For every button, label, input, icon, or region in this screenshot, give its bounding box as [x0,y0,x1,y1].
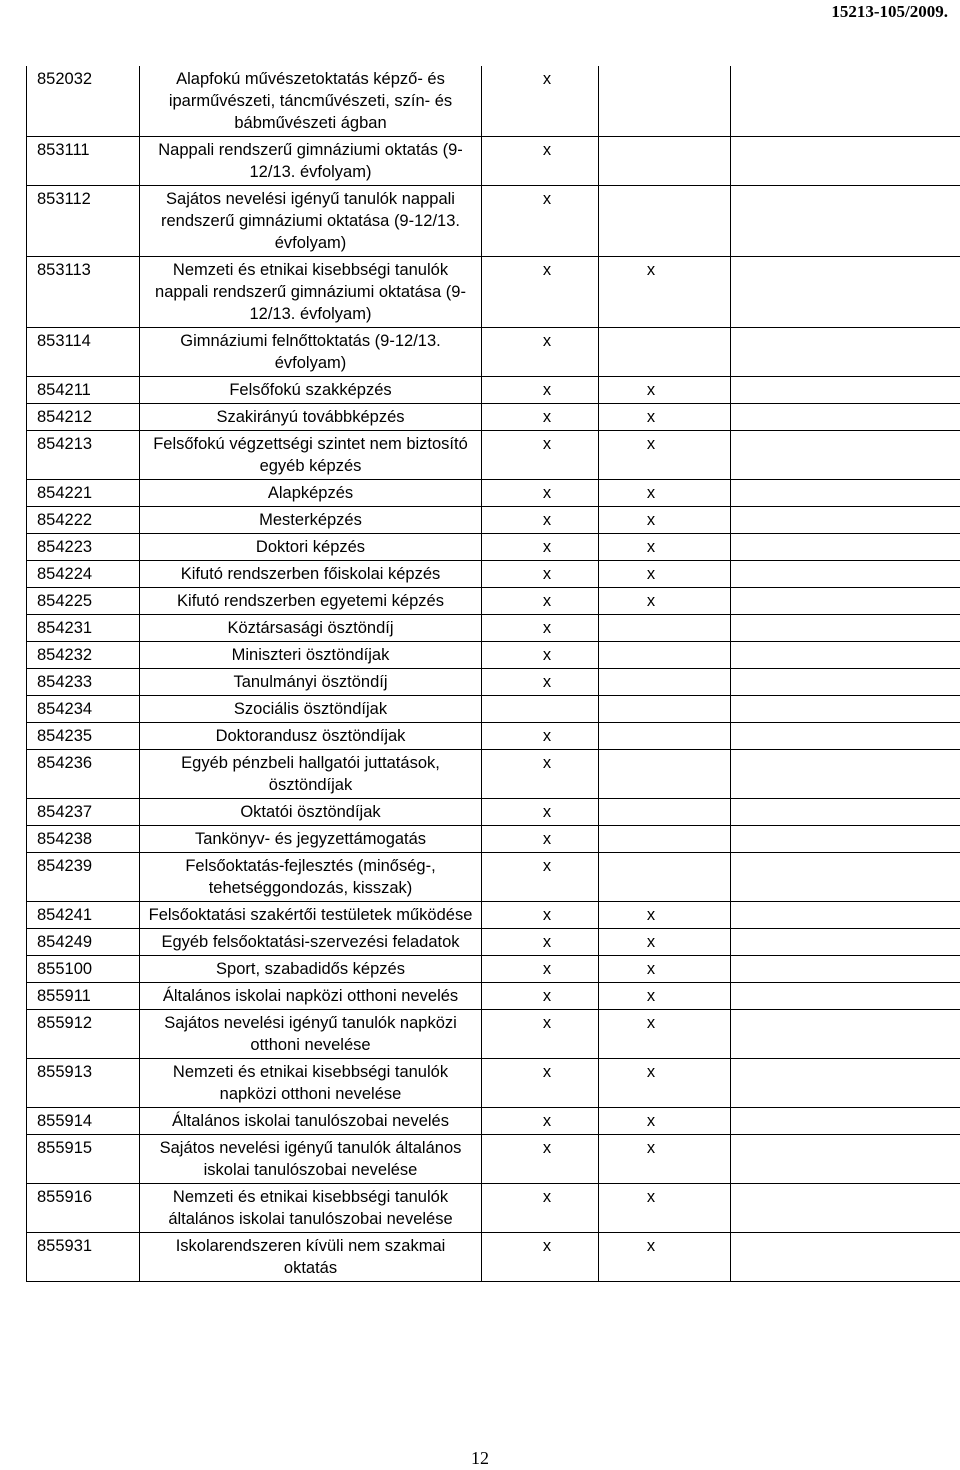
mark-column-1: x [542,1139,552,1157]
mark-column-2: x [646,408,656,426]
activity-code: 854241 [27,902,140,929]
mark-cell-2 [599,799,731,826]
mark-column-1: x [542,70,552,88]
mark-cell [482,377,599,404]
empty-cell [731,853,960,902]
empty-cell [731,826,960,853]
empty-cell [731,902,960,929]
mark-column-1: x [542,857,552,875]
table-row [27,377,960,404]
mark-cell [482,534,599,561]
mark-column-1: x [542,906,552,924]
activity-code: 855911 [27,983,140,1010]
mark-column-2: x [646,1188,656,1206]
activity-code: 854233 [27,669,140,696]
activity-description: Szociális ösztöndíjak [140,696,482,723]
table-row [27,696,960,723]
mark-column-1: x [542,484,552,502]
activity-code: 854211 [27,377,140,404]
mark-cell [482,404,599,431]
activity-code: 854238 [27,826,140,853]
activity-code: 853112 [27,186,140,257]
empty-cell [731,431,960,480]
table-row [27,642,960,669]
empty-cell [731,1108,960,1135]
empty-cell [731,507,960,534]
mark-cell [482,853,599,902]
mark-cell [482,956,599,983]
mark-cell-2 [599,1135,731,1184]
activity-description: Mesterképzés [140,507,482,534]
activity-code: 854212 [27,404,140,431]
activity-description: Tanulmányi ösztöndíj [140,669,482,696]
mark-column-2: x [646,960,656,978]
mark-column-1: x [542,619,552,637]
activity-code: 854231 [27,615,140,642]
mark-column-2: x [646,484,656,502]
activity-code: 854222 [27,507,140,534]
activity-code: 854235 [27,723,140,750]
table-row [27,1010,960,1059]
mark-column-2: x [646,565,656,583]
activity-description: Felsőoktatás-fejlesztés (minőség-, tehetséggondozás, kisszak) [140,853,482,902]
empty-cell [731,328,960,377]
table-row [27,404,960,431]
mark-column-1: x [542,261,552,279]
empty-cell [731,1184,960,1233]
mark-cell-2 [599,507,731,534]
mark-column-1: x [542,673,552,691]
activity-description: Egyéb felsőoktatási-szervezési feladatok [140,929,482,956]
activity-code: 854223 [27,534,140,561]
empty-cell [731,588,960,615]
mark-cell-2 [599,929,731,956]
mark-cell-2 [599,826,731,853]
mark-cell [482,1184,599,1233]
activity-code: 855913 [27,1059,140,1108]
mark-cell [482,328,599,377]
mark-column-1: x [542,565,552,583]
empty-cell [731,723,960,750]
table-row [27,826,960,853]
mark-column-2: x [646,592,656,610]
mark-column-1: x [542,1188,552,1206]
mark-cell [482,507,599,534]
mark-cell [482,186,599,257]
empty-cell [731,404,960,431]
mark-column-1: x [542,933,552,951]
mark-cell-2 [599,669,731,696]
mark-column-1: x [542,960,552,978]
mark-cell-2 [599,642,731,669]
activity-description: Sajátos nevelési igényű tanulók nappali rendszerű gimnáziumi oktatása (9-12/13. évfolyam) [140,186,482,257]
mark-cell-2 [599,377,731,404]
mark-column-1: x [542,332,552,350]
mark-column-2: x [646,1112,656,1130]
activity-description: Sajátos nevelési igényű tanulók napközi otthoni nevelése [140,1010,482,1059]
mark-column-1: x [542,538,552,556]
mark-column-1: x [542,592,552,610]
activity-description: Gimnáziumi felnőttoktatás (9-12/13. évfolyam) [140,328,482,377]
table-row [27,929,960,956]
mark-cell-2 [599,902,731,929]
activity-code: 854239 [27,853,140,902]
mark-column-1: x [542,987,552,1005]
mark-column-2: x [646,538,656,556]
activity-code: 854236 [27,750,140,799]
mark-cell [482,669,599,696]
empty-cell [731,1010,960,1059]
table-row [27,1184,960,1233]
table-row [27,186,960,257]
activity-table [26,66,960,1282]
table-row [27,480,960,507]
mark-cell [482,929,599,956]
activity-description: Oktatói ösztöndíjak [140,799,482,826]
activity-code: 854234 [27,696,140,723]
mark-cell-2 [599,404,731,431]
empty-cell [731,669,960,696]
activity-code: 854232 [27,642,140,669]
mark-cell-2 [599,328,731,377]
mark-cell [482,1233,599,1282]
mark-column-2: x [646,261,656,279]
mark-column-2: x [646,381,656,399]
table-row [27,561,960,588]
table-row [27,328,960,377]
empty-cell [731,480,960,507]
table-row [27,1108,960,1135]
table-row [27,902,960,929]
mark-column-2: x [646,1014,656,1032]
table-row [27,1233,960,1282]
empty-cell [731,929,960,956]
activity-code: 854224 [27,561,140,588]
activity-description: Felsőoktatási szakértői testületek működése [140,902,482,929]
activity-description: Doktori képzés [140,534,482,561]
activity-description: Kifutó rendszerben egyetemi képzés [140,588,482,615]
mark-cell-2 [599,983,731,1010]
mark-cell-2 [599,1184,731,1233]
mark-cell-2 [599,853,731,902]
mark-column-2: x [646,906,656,924]
activity-description: Általános iskolai napközi otthoni nevelés [140,983,482,1010]
activity-description: Felsőfokú végzettségi szintet nem biztosító egyéb képzés [140,431,482,480]
activity-code: 855914 [27,1108,140,1135]
mark-cell [482,1108,599,1135]
activity-code: 854213 [27,431,140,480]
table-row [27,750,960,799]
table-row [27,1059,960,1108]
table-row [27,588,960,615]
mark-column-2: x [646,511,656,529]
mark-cell [482,799,599,826]
empty-cell [731,257,960,328]
activity-code: 855100 [27,956,140,983]
activity-description: Kifutó rendszerben főiskolai képzés [140,561,482,588]
mark-cell-2 [599,1233,731,1282]
activity-description: Sajátos nevelési igényű tanulók általános iskolai tanulószobai nevelése [140,1135,482,1184]
table-row [27,534,960,561]
table-row [27,137,960,186]
activity-code: 854221 [27,480,140,507]
table-row [27,853,960,902]
empty-cell [731,642,960,669]
mark-cell-2 [599,588,731,615]
empty-cell [731,615,960,642]
empty-cell [731,1135,960,1184]
mark-cell [482,1059,599,1108]
empty-cell [731,1233,960,1282]
mark-cell [482,723,599,750]
table-row [27,507,960,534]
mark-column-1: x [542,646,552,664]
empty-cell [731,66,960,137]
empty-cell [731,561,960,588]
activity-description: Iskolarendszeren kívüli nem szakmai oktatás [140,1233,482,1282]
activity-description: Nemzeti és etnikai kisebbségi tanulók napközi otthoni nevelése [140,1059,482,1108]
empty-cell [731,377,960,404]
table-row [27,431,960,480]
mark-cell-2 [599,431,731,480]
mark-column-1: x [542,381,552,399]
table-row [27,983,960,1010]
mark-column-1: x [542,1112,552,1130]
empty-cell [731,956,960,983]
table-row [27,723,960,750]
activity-description: Alapfokú művészetoktatás képző- és iparművészeti, táncművészeti, szín- és bábművészeti ágban [140,66,482,137]
mark-cell [482,902,599,929]
activity-description: Nemzeti és etnikai kisebbségi tanulók nappali rendszerű gimnáziumi oktatása (9-12/13. évfolyam) [140,257,482,328]
mark-cell-2 [599,956,731,983]
empty-cell [731,186,960,257]
mark-column-1: x [542,1237,552,1255]
empty-cell [731,799,960,826]
mark-cell-2 [599,66,731,137]
activity-description: Sport, szabadidős képzés [140,956,482,983]
table-row [27,1135,960,1184]
mark-column-2: x [646,1237,656,1255]
activity-code: 854249 [27,929,140,956]
mark-column-1: x [542,190,552,208]
mark-cell [482,431,599,480]
activity-description: Nappali rendszerű gimnáziumi oktatás (9-12/13. évfolyam) [140,137,482,186]
mark-column-1: x [542,141,552,159]
page-number: 12 [471,1448,489,1468]
activity-description: Tankönyv- és jegyzettámogatás [140,826,482,853]
activity-code: 853113 [27,257,140,328]
mark-cell [482,588,599,615]
activity-code: 855915 [27,1135,140,1184]
mark-cell-2 [599,480,731,507]
table-body [27,66,960,1282]
mark-cell [482,137,599,186]
mark-cell [482,615,599,642]
mark-cell-2 [599,615,731,642]
activity-description: Felsőfokú szakképzés [140,377,482,404]
empty-cell [731,983,960,1010]
mark-cell [482,642,599,669]
mark-column-1: x [542,1014,552,1032]
activity-description: Általános iskolai tanulószobai nevelés [140,1108,482,1135]
empty-cell [731,534,960,561]
empty-cell [731,137,960,186]
mark-column-2: x [646,933,656,951]
table-row [27,66,960,137]
activity-code: 853114 [27,328,140,377]
empty-cell [731,750,960,799]
activity-description: Miniszteri ösztöndíjak [140,642,482,669]
mark-cell [482,480,599,507]
mark-column-1: x [542,754,552,772]
mark-column-2: x [646,1139,656,1157]
mark-cell [482,257,599,328]
table-row [27,669,960,696]
mark-cell-2 [599,1059,731,1108]
mark-column-1: x [542,1063,552,1081]
activity-description: Doktorandusz ösztöndíjak [140,723,482,750]
mark-column-2: x [646,987,656,1005]
mark-column-1: x [542,435,552,453]
mark-cell-2 [599,137,731,186]
activity-code: 853111 [27,137,140,186]
mark-cell [482,983,599,1010]
table-row [27,956,960,983]
activity-code: 855931 [27,1233,140,1282]
mark-cell-2 [599,186,731,257]
mark-cell [482,1010,599,1059]
activity-code: 852032 [27,66,140,137]
mark-cell [482,750,599,799]
mark-cell-2 [599,1010,731,1059]
document-id: 15213-105/2009. [831,2,948,21]
mark-column-2: x [646,1063,656,1081]
mark-cell-2 [599,534,731,561]
activity-code: 855912 [27,1010,140,1059]
mark-column-2: x [646,435,656,453]
mark-cell [482,696,599,723]
mark-cell-2 [599,750,731,799]
activity-description: Köztársasági ösztöndíj [140,615,482,642]
mark-cell [482,826,599,853]
mark-column-1: x [542,408,552,426]
activity-description: Nemzeti és etnikai kisebbségi tanulók általános iskolai tanulószobai nevelése [140,1184,482,1233]
empty-cell [731,696,960,723]
mark-cell [482,561,599,588]
activity-code: 854225 [27,588,140,615]
mark-cell [482,66,599,137]
table-row [27,615,960,642]
mark-cell-2 [599,561,731,588]
activity-description: Szakirányú továbbképzés [140,404,482,431]
mark-cell-2 [599,723,731,750]
mark-cell-2 [599,257,731,328]
mark-column-1: x [542,803,552,821]
mark-column-1: x [542,511,552,529]
activity-description: Alapképzés [140,480,482,507]
empty-cell [731,1059,960,1108]
table-row [27,257,960,328]
mark-cell [482,1135,599,1184]
activity-description: Egyéb pénzbeli hallgatói juttatások, ösztöndíjak [140,750,482,799]
activity-code: 854237 [27,799,140,826]
mark-column-1: x [542,830,552,848]
activity-code: 855916 [27,1184,140,1233]
mark-column-1: x [542,727,552,745]
table-row [27,799,960,826]
mark-cell-2 [599,1108,731,1135]
mark-cell-2 [599,696,731,723]
